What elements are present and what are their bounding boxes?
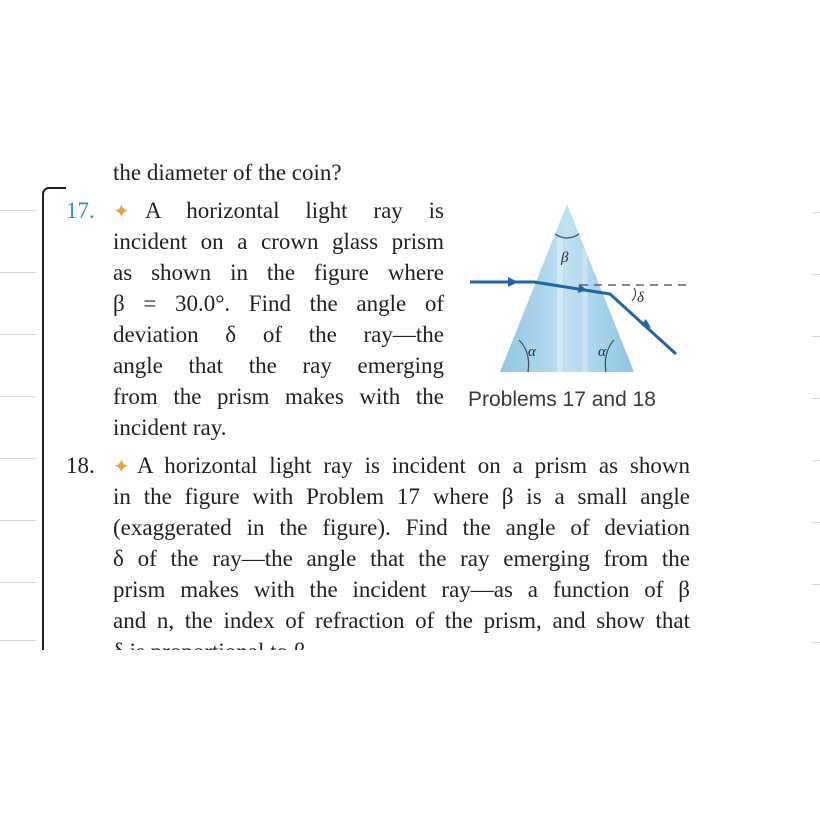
problem-line: A horizontal light ray is — [145, 198, 444, 223]
problem-line: prism makes with the incident ray—as a function of β — [113, 577, 690, 602]
margin-rule — [0, 520, 36, 521]
problem-line: incident on a crown glass prism — [113, 229, 444, 254]
margin-rule — [0, 582, 36, 583]
margin-rule — [812, 522, 820, 523]
problem-line: β = 30.0°. Find the angle of — [113, 291, 444, 316]
problem-line: and n, the index of refraction of the prism, and show that — [113, 608, 690, 633]
margin-rule — [812, 584, 820, 585]
margin-rule — [0, 640, 36, 641]
problem-number: 18. — [66, 453, 95, 478]
problem-line: deviation δ of the ray—the — [113, 322, 444, 347]
problem-line: as shown in the figure where — [113, 260, 444, 285]
problem-line: in the figure with Problem 17 where β is a small angle — [113, 484, 690, 509]
problem-line: incident ray. — [113, 415, 227, 440]
margin-rule — [812, 460, 820, 461]
margin-rule — [812, 642, 820, 643]
problem-line: from the prism makes with the — [113, 384, 444, 409]
margin-rule — [0, 458, 36, 459]
margin-rule — [0, 396, 36, 397]
alpha-label-right: α — [598, 344, 606, 360]
alpha-label-left: α — [528, 344, 536, 360]
margin-rule — [812, 274, 820, 275]
problem-line: A horizontal light ray is incident on a prism as shown — [137, 453, 690, 478]
problem-line: δ of the ray—the angle that the ray emerging from the — [113, 546, 690, 571]
figure-caption: Problems 17 and 18 — [468, 388, 656, 411]
previous-problem-tail: the diameter of the coin? — [113, 160, 342, 185]
problem-bracket — [42, 187, 66, 659]
prism-figure — [460, 198, 690, 383]
margin-rule — [812, 336, 820, 337]
margin-rule — [812, 212, 820, 213]
star-icon: ✦ — [113, 201, 130, 223]
margin-rule — [0, 272, 36, 273]
delta-arc — [632, 288, 636, 301]
problem-number: 17. — [66, 198, 95, 223]
margin-rule — [0, 210, 36, 211]
ray-arrowhead — [508, 277, 518, 287]
problem-line: angle that the ray emerging — [113, 353, 444, 378]
margin-rule — [0, 334, 36, 335]
page-crop — [0, 650, 820, 820]
star-icon: ✦ — [113, 456, 130, 478]
margin-rule — [812, 398, 820, 399]
delta-label: δ — [637, 290, 644, 306]
beta-label: β — [561, 250, 569, 266]
problem-line: (exaggerated in the figure). Find the angle of deviation — [113, 515, 690, 540]
